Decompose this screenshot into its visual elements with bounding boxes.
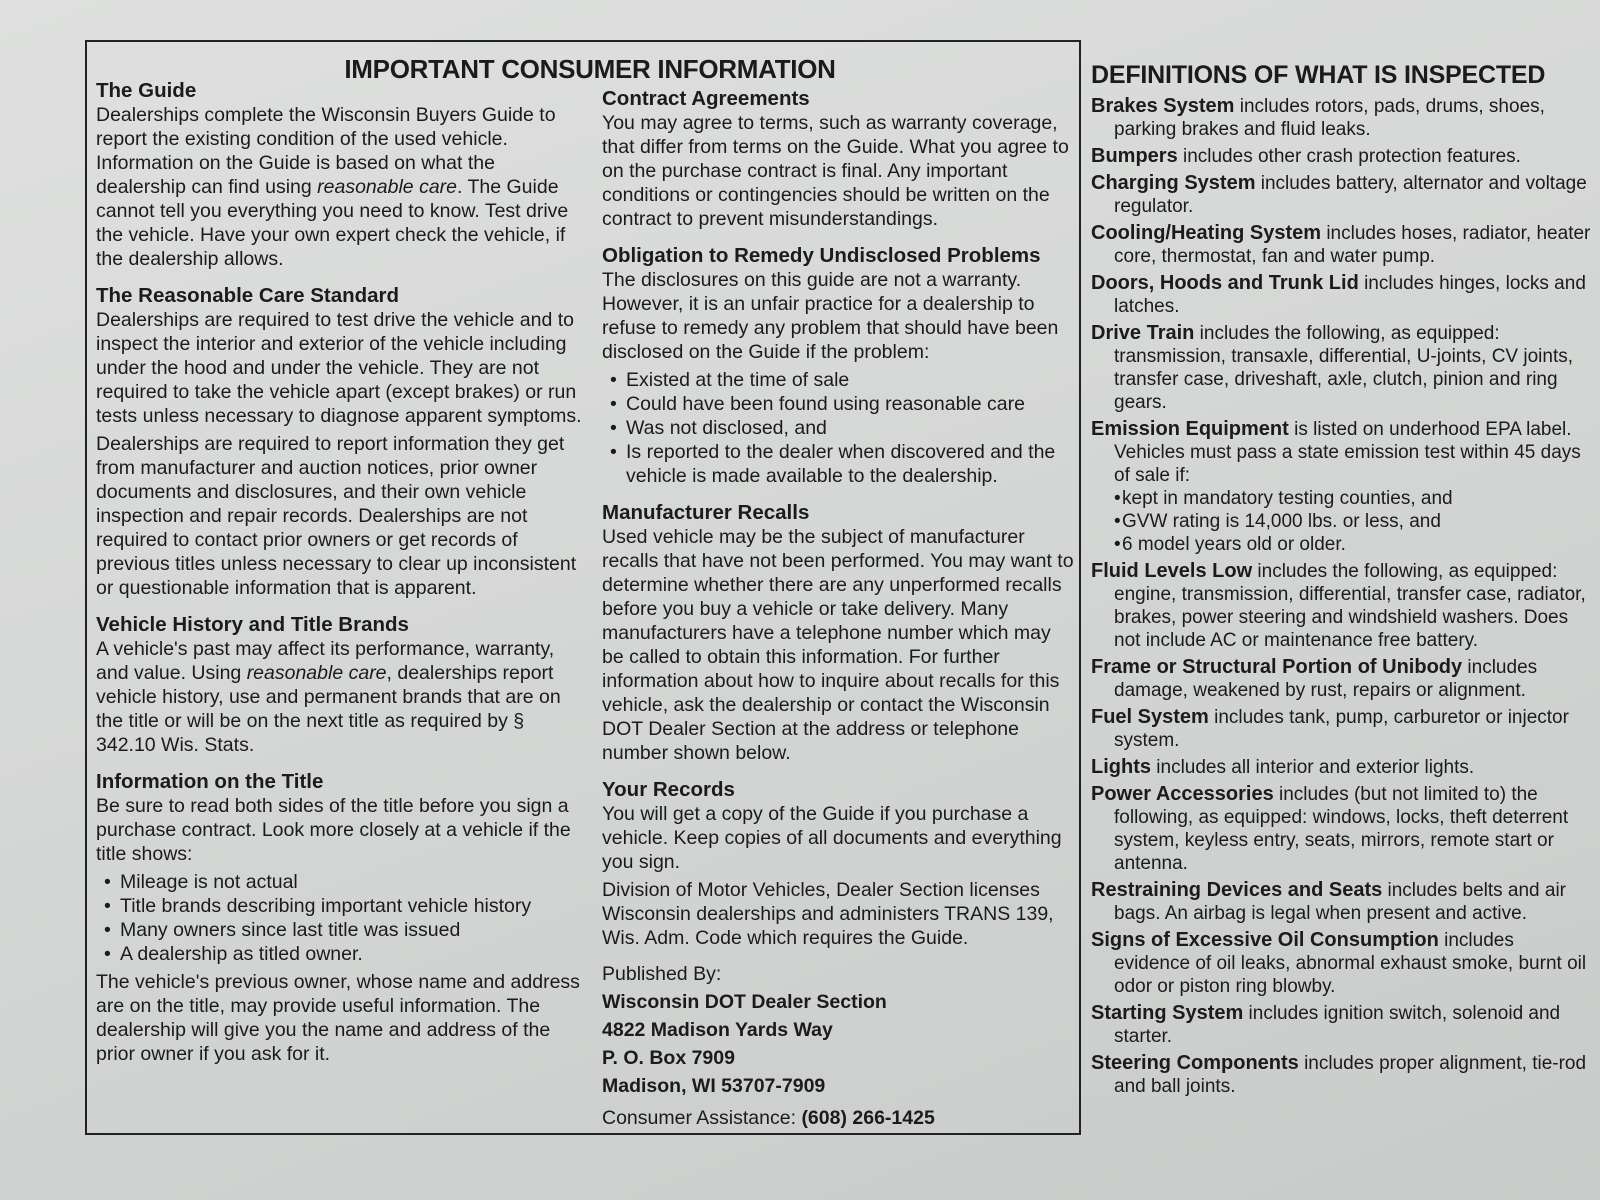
- section: [96, 283, 586, 600]
- definitions-column: [1091, 61, 1591, 1102]
- section-paragraph: Used vehicle may be the subject of manufacturer recalls that have not been performed. You may want to determine whether there are any unperformed recalls before you buy a vehicle or take delivery. Many manufacturers have a telephone number which may be called to obtain this information. For further information about how to inquire about recalls for this vehicle, ask the dealership or contact the Wisconsin DOT Dealer Section at the address or telephone number shown below.: [602, 526, 1074, 764]
- list-item: • Title brands describing important vehicle history: [96, 894, 586, 918]
- definitions-title: DEFINITIONS OF WHAT IS INSPECTED: [1091, 61, 1546, 89]
- definition-term: Doors, Hoods and Trunk Lid: [1091, 272, 1359, 294]
- list-item: • A dealership as titled owner.: [96, 942, 586, 966]
- dealer-section-address: [602, 988, 1077, 1100]
- definition-text: includes proper alignment, tie-rod and ball joints.: [1114, 1053, 1587, 1097]
- definition-text: includes battery, alternator and voltage regulator.: [1114, 173, 1587, 217]
- definition-term: Cooling/Heating System: [1091, 222, 1322, 244]
- list-item: • GVW rating is 14,000 lbs. or less, and: [1114, 510, 1591, 533]
- address-line: 4822 Madison Yards Way: [602, 1019, 833, 1041]
- section-heading: Your Records: [602, 778, 735, 801]
- section: [96, 769, 586, 1066]
- definition-entry: [1091, 879, 1591, 925]
- list-item: • Existed at the time of sale: [602, 368, 1077, 392]
- definition-term: Steering Components: [1091, 1052, 1299, 1074]
- definition-text: includes tank, pump, carburetor or injector system.: [1114, 707, 1569, 751]
- bullet-list: [96, 870, 586, 966]
- section-heading: Vehicle History and Title Brands: [96, 613, 409, 636]
- section: [602, 500, 1077, 765]
- definition-term: Drive Train: [1091, 322, 1195, 344]
- section-paragraph: The disclosures on this guide are not a warranty. However, it is an unfair practice for a dealership to refuse to remedy any problem that should have been disclosed on the Guide if the problem:: [602, 269, 1059, 363]
- definition-text: includes belts and air bags. An airbag is legal when present and active.: [1114, 880, 1567, 924]
- section: [96, 78, 586, 271]
- address-line: Madison, WI 53707-7909: [602, 1075, 826, 1097]
- section-heading: Contract Agreements: [602, 87, 810, 110]
- definition-term: Brakes System: [1091, 95, 1235, 117]
- definition-text: includes all interior and exterior lights.: [1156, 757, 1475, 778]
- list-item: • kept in mandatory testing counties, and: [1114, 487, 1591, 510]
- definition-entry: [1091, 756, 1591, 779]
- definition-term: Charging System: [1091, 172, 1256, 194]
- consumer-assistance: [602, 1106, 1077, 1130]
- section-paragraph: A vehicle's past may affect its performance, warranty, and value. Using reasonable care, dealerships report vehicle history, use and permanent brands that are on the title or will be on the next title as required by § 342.10 Wis. Stats.: [96, 638, 561, 756]
- section-heading: Obligation to Remedy Undisclosed Problems: [602, 244, 1041, 267]
- list-item: • Many owners since last title was issued: [96, 918, 586, 942]
- definition-entry: [1091, 222, 1591, 268]
- definition-text: includes damage, weakened by rust, repairs or alignment.: [1114, 657, 1538, 701]
- section-paragraph: Dealerships complete the Wisconsin Buyers Guide to report the existing condition of the used vehicle. Information on the Guide is based on what the dealership can find using reasonable care. The Guide cannot tell you everything you need to know. Test drive the vehicle. Have your own expert check the vehicle, if the dealership allows.: [96, 104, 569, 270]
- definition-text: includes the following, as equipped: transmission, transaxle, differential, U-joints, CV joints, transfer case, driveshaft, axle, clutch, pinion and ring gears.: [1114, 323, 1573, 413]
- definition-text: includes hinges, locks and latches.: [1114, 273, 1586, 317]
- definition-entry: [1091, 783, 1591, 875]
- published-by-block: [602, 962, 1077, 1130]
- definition-entry: [1091, 656, 1591, 702]
- definition-entry: [1091, 418, 1591, 556]
- section-paragraph: Division of Motor Vehicles, Dealer Section licenses Wisconsin dealerships and administers TRANS 139, Wis. Adm. Code which requires the Guide.: [602, 879, 1054, 949]
- section-paragraph: You may agree to terms, such as warranty coverage, that differ from terms on the Guide. What you agree to on the purchase contract is final. Any important conditions or contingencies should be written on the contract to prevent misunderstandings.: [602, 112, 1069, 230]
- section-paragraph: Dealerships are required to test drive the vehicle and to inspect the interior and exterior of the vehicle including under the hood and under the vehicle. They are not required to take the vehicle apart (except brakes) or run tests unless necessary to diagnose apparent symptoms.: [96, 309, 582, 427]
- definition-text: includes ignition switch, solenoid and starter.: [1114, 1003, 1561, 1047]
- bullet-list: [602, 368, 1077, 488]
- section: [602, 243, 1077, 488]
- definition-term: Fluid Levels Low: [1091, 560, 1253, 582]
- definition-entry: [1091, 1052, 1591, 1098]
- section-heading: The Reasonable Care Standard: [96, 284, 400, 307]
- definition-term: Starting System: [1091, 1002, 1244, 1024]
- list-item: • Mileage is not actual: [96, 870, 586, 894]
- definition-text: includes rotors, pads, drums, shoes, parking brakes and fluid leaks.: [1114, 96, 1545, 140]
- section-heading: Manufacturer Recalls: [602, 501, 810, 524]
- definition-entry: [1091, 95, 1591, 141]
- definition-text: includes other crash protection features.: [1182, 146, 1521, 167]
- definition-entry: [1091, 172, 1591, 218]
- section-paragraph: Dealerships are required to report information they get from manufacturer and auction notices, prior owner documents and disclosures, and their own vehicle inspection and repair records. Dealerships are not required to contact prior owners or get records of previous titles unless necessary to clear up inconsistent or questionable information that is apparent.: [96, 433, 577, 599]
- published-by-label: Published By:: [602, 963, 722, 985]
- definition-term: Restraining Devices and Seats: [1091, 879, 1383, 901]
- section-paragraph: The vehicle's previous owner, whose name and address are on the title, may provide useful information. The dealership will give you the name and address of the prior owner if you ask for it.: [96, 971, 580, 1065]
- definition-entry: [1091, 272, 1591, 318]
- bullet-list: [1114, 487, 1591, 556]
- consumer-assistance-label: Consumer Assistance:: [602, 1107, 797, 1129]
- definition-term: Power Accessories: [1091, 783, 1274, 805]
- left-column: [96, 78, 586, 1078]
- definition-term: Bumpers: [1091, 145, 1178, 167]
- section-paragraph: You will get a copy of the Guide if you purchase a vehicle. Keep copies of all documents and everything you sign.: [602, 803, 1062, 873]
- box-title: IMPORTANT CONSUMER INFORMATION: [344, 54, 836, 84]
- definition-entry: [1091, 929, 1591, 998]
- definition-entry: [1091, 706, 1591, 752]
- definition-text: includes hoses, radiator, heater core, thermostat, fan and water pump.: [1114, 223, 1591, 267]
- section-heading: The Guide: [96, 79, 197, 102]
- definition-entry: [1091, 145, 1591, 168]
- definition-entry: [1091, 322, 1591, 414]
- section: [602, 86, 1077, 231]
- list-item: • Is reported to the dealer when discovered and the vehicle is made available to the dealership.: [602, 440, 1077, 488]
- address-line: Wisconsin DOT Dealer Section: [602, 991, 887, 1013]
- consumer-assistance-phone: (608) 266-1425: [801, 1107, 935, 1129]
- definition-term: Lights: [1091, 756, 1151, 778]
- middle-column: [602, 86, 1077, 1130]
- definition-text: includes the following, as equipped: engine, transmission, differential, transfer case, radiator, brakes, power steering and windshield washers. Does not include AC or maintenance free battery.: [1114, 561, 1586, 651]
- definition-text: is listed on underhood EPA label. Vehicles must pass a state emission test within 45 days of sale if:: [1114, 419, 1581, 486]
- list-item: • 6 model years old or older.: [1114, 533, 1591, 556]
- list-item: • Could have been found using reasonable care: [602, 392, 1077, 416]
- section: [96, 612, 586, 757]
- address-line: P. O. Box 7909: [602, 1047, 735, 1069]
- definition-term: Signs of Excessive Oil Consumption: [1091, 929, 1439, 951]
- definition-text: includes evidence of oil leaks, abnormal exhaust smoke, burnt oil odor or piston ring blowby.: [1114, 930, 1587, 997]
- section-heading: Information on the Title: [96, 770, 324, 793]
- definition-entry: [1091, 1002, 1591, 1048]
- list-item: • Was not disclosed, and: [602, 416, 1077, 440]
- definition-term: Frame or Structural Portion of Unibody: [1091, 656, 1463, 678]
- definition-term: Emission Equipment: [1091, 418, 1289, 440]
- definition-term: Fuel System: [1091, 706, 1209, 728]
- definition-text: includes (but not limited to) the following, as equipped: windows, locks, theft deterrent system, keyless entry, seats, mirrors, remote start or antenna.: [1114, 784, 1569, 874]
- section-paragraph: Be sure to read both sides of the title before you sign a purchase contract. Look more closely at a vehicle if the title shows:: [96, 795, 571, 865]
- section: [602, 777, 1077, 950]
- definition-entry: [1091, 560, 1591, 652]
